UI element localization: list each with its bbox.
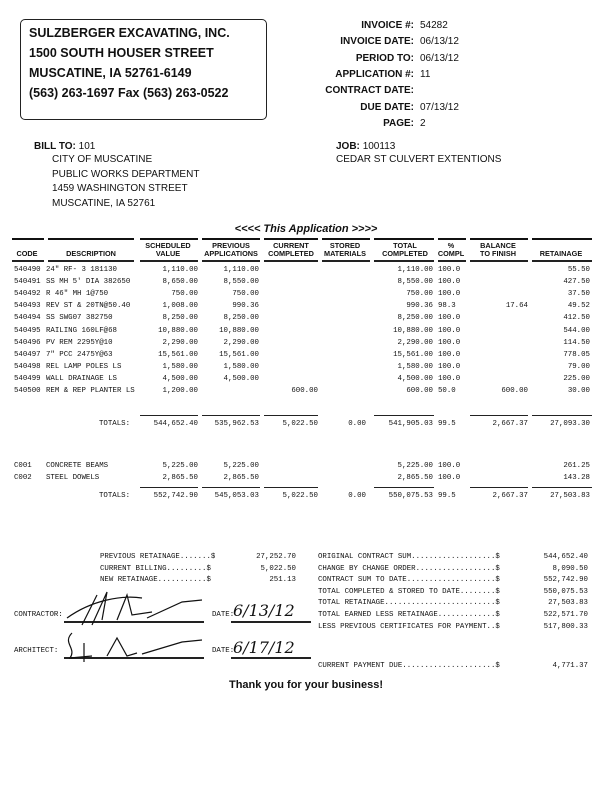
- column-header-6: TOTAL COMPLETED: [382, 241, 428, 258]
- totals-rule: [264, 415, 318, 416]
- table-row-cell: 750.00: [171, 290, 198, 299]
- grand-totals-row-cell: 2,667.37: [492, 492, 528, 500]
- bill-to-id: 101: [78, 141, 96, 152]
- table-row-cell: 1,110.00: [162, 266, 198, 274]
- change-order-row-cell: STEEL DOWELS: [46, 474, 100, 483]
- totals-row-cell: 535,962.53: [214, 420, 259, 428]
- totals-rule: [470, 487, 528, 488]
- table-row-cell: 750.00: [406, 290, 433, 299]
- table-row-cell: 600.00: [501, 387, 528, 395]
- table-row-cell: 15,561.00: [219, 350, 259, 359]
- column-header-5: STORED MATERIALS: [323, 241, 367, 258]
- current-payment-label: CURRENT PAYMENT DUE.....................$: [318, 662, 500, 670]
- table-row-cell: 540500: [14, 387, 41, 395]
- summary-right-value: 522,571.70: [543, 611, 588, 619]
- change-order-row-cell: 100.0: [438, 462, 461, 470]
- table-row-cell: 15,561.00: [393, 350, 433, 359]
- table-row-cell: 600.00: [291, 387, 318, 395]
- change-order-row-cell: 2,865.50: [223, 474, 259, 483]
- meta-label: DUE DATE:: [360, 101, 414, 113]
- totals-rule: [202, 415, 260, 416]
- summary-right-value: 8,090.50: [552, 564, 588, 573]
- column-header-3: PREVIOUS APPLICATIONS: [204, 241, 258, 258]
- totals-rule: [140, 487, 198, 488]
- totals-row-cell: 541,905.03: [388, 420, 433, 428]
- table-row-cell: 100.0: [438, 326, 461, 335]
- table-row-cell: 540496: [14, 338, 41, 347]
- architect-signature: [62, 628, 212, 663]
- summary-right-value: 517,800.33: [543, 622, 588, 631]
- table-row-cell: REL LAMP POLES LS: [46, 362, 122, 371]
- grand-totals-row-cell: 0.00: [348, 492, 366, 500]
- grand-totals-row-cell: 27,503.83: [550, 492, 590, 500]
- table-row-cell: 540492: [14, 290, 41, 299]
- company-address-box: [20, 19, 267, 120]
- column-header-0: CODE: [16, 249, 38, 258]
- table-row-cell: REM & REP PLANTER LS: [46, 387, 135, 395]
- header-rule: [470, 238, 528, 240]
- architect-label: ARCHITECT:: [14, 647, 59, 655]
- summary-right-value: 27,503.83: [548, 599, 588, 608]
- table-row-cell: 7" PCC 2475Y@63: [46, 350, 113, 359]
- architect-date-label: DATE:: [212, 647, 235, 655]
- table-row-cell: 114.50: [563, 338, 590, 347]
- change-order-row-cell: 143.28: [563, 474, 590, 483]
- table-row-cell: 750.00: [232, 290, 259, 299]
- table-row-cell: 1,110.00: [223, 266, 259, 274]
- header-rule: [48, 238, 134, 240]
- summary-left-value: 251.13: [269, 576, 296, 585]
- contractor-label: CONTRACTOR:: [14, 611, 63, 619]
- job: [336, 141, 395, 152]
- table-row-cell: 1,580.00: [223, 362, 259, 371]
- bill-to-line: CITY OF MUSCATINE: [52, 154, 153, 165]
- table-row-cell: 49.52: [567, 302, 590, 311]
- meta-label: INVOICE #:: [361, 20, 414, 31]
- table-row-cell: R 46" MH 1@750: [46, 290, 109, 299]
- totals-rule: [374, 487, 434, 488]
- company-phone: (563) 263-1697 Fax (563) 263-0522: [29, 86, 229, 100]
- totals-row-cell: 5,022.50: [282, 420, 318, 428]
- header-underline: [202, 260, 260, 262]
- meta-value: 07/13/12: [420, 101, 459, 113]
- contractor-signature: [62, 590, 212, 630]
- change-order-row-cell: C001: [14, 462, 32, 470]
- contractor-date-label: DATE:: [212, 611, 235, 619]
- table-row-cell: SS SWG07 382750: [46, 314, 113, 323]
- summary-right-value: 552,742.90: [543, 576, 588, 585]
- totals-row-cell: 2,667.37: [492, 420, 528, 428]
- summary-right-label: ORIGINAL CONTRACT SUM...................$: [318, 553, 500, 561]
- table-row-cell: 100.0: [438, 350, 461, 359]
- summary-right-label: CONTRACT SUM TO DATE....................$: [318, 576, 500, 585]
- grand-totals-row-cell: 550,075.53: [388, 492, 433, 500]
- header-underline: [438, 260, 466, 262]
- table-row-cell: 540491: [14, 278, 41, 287]
- table-row-cell: 1,008.00: [162, 302, 198, 311]
- bill-to: [34, 141, 95, 152]
- table-row-cell: 100.0: [438, 278, 461, 287]
- grand-totals-row-cell: TOTALS:: [98, 492, 130, 500]
- table-row-cell: 4,500.00: [223, 374, 259, 383]
- table-row-cell: 540494: [14, 314, 41, 323]
- change-order-row-cell: 5,225.00: [397, 462, 433, 470]
- totals-rule: [532, 487, 592, 488]
- table-row-cell: 540495: [14, 326, 41, 335]
- header-rule: [202, 238, 260, 240]
- table-row-cell: 990.36: [232, 302, 259, 311]
- change-order-row-cell: 261.25: [563, 462, 590, 470]
- meta-label: APPLICATION #:: [335, 68, 414, 80]
- grand-totals-row-cell: 5,022.50: [282, 492, 318, 500]
- header-underline: [12, 260, 44, 262]
- meta-value: 11: [420, 68, 431, 80]
- bill-to-line: MUSCATINE, IA 52761: [52, 197, 156, 209]
- change-order-row-cell: 2,865.50: [162, 474, 198, 483]
- header-rule: [438, 238, 466, 240]
- summary-left-label: PREVIOUS RETAINAGE.......$: [100, 553, 216, 561]
- header-rule: [322, 238, 370, 240]
- table-row-cell: 540490: [14, 266, 41, 274]
- header-underline: [532, 260, 592, 262]
- bill-to-label: BILL TO:: [34, 141, 76, 152]
- summary-right-label: CHANGE BY CHANGE ORDER..................$: [318, 564, 500, 573]
- header-underline: [322, 260, 370, 262]
- meta-value: 06/13/12: [420, 52, 459, 64]
- table-row-cell: 540499: [14, 374, 41, 383]
- totals-rule: [374, 415, 434, 416]
- table-row-cell: 100.0: [438, 374, 461, 383]
- header-underline: [264, 260, 318, 262]
- meta-value: 54282: [420, 20, 448, 31]
- table-row-cell: 24" RF- 3 181130: [46, 266, 117, 274]
- table-row-cell: 8,250.00: [162, 314, 198, 323]
- totals-row-cell: 544,652.40: [153, 420, 198, 428]
- totals-row-cell: TOTALS:: [98, 420, 130, 428]
- architect-date: 6/17/12: [233, 638, 295, 657]
- company-street: 1500 SOUTH HOUSER STREET: [29, 46, 214, 60]
- change-order-row-cell: C002: [14, 474, 32, 483]
- summary-left-value: 5,022.50: [260, 564, 296, 573]
- table-row-cell: 2,290.00: [223, 338, 259, 347]
- table-row-cell: RAILING 160LF@68: [46, 326, 117, 335]
- table-row-cell: 100.0: [438, 290, 461, 299]
- column-header-1: DESCRIPTION: [66, 249, 116, 258]
- header-underline: [470, 260, 528, 262]
- meta-label: PAGE:: [383, 117, 414, 129]
- table-row-cell: 412.50: [563, 314, 590, 323]
- company-city: MUSCATINE, IA 52761-6149: [29, 66, 192, 80]
- column-header-8: BALANCE TO FINISH: [480, 241, 516, 258]
- table-row-cell: PV REM 2295Y@10: [46, 338, 113, 347]
- summary-right-label: TOTAL RETAINAGE.........................$: [318, 599, 500, 608]
- table-row-cell: 17.64: [505, 302, 528, 311]
- table-row-cell: 8,250.00: [397, 314, 433, 323]
- summary-left-label: NEW RETAINAGE...........$: [100, 576, 211, 585]
- header-rule: [264, 238, 318, 240]
- summary-right-value: 550,075.53: [543, 587, 588, 596]
- grand-totals-row-cell: 552,742.90: [153, 492, 198, 500]
- header-rule: [140, 238, 198, 240]
- table-row-cell: 30.00: [567, 387, 590, 395]
- table-row-cell: 100.0: [438, 266, 461, 274]
- table-row-cell: 544.00: [563, 326, 590, 335]
- table-row-cell: 1,200.00: [162, 387, 198, 395]
- totals-row-cell: 0.00: [348, 420, 366, 428]
- totals-rule: [140, 415, 198, 416]
- totals-rule: [202, 487, 260, 488]
- meta-value: 2: [420, 117, 426, 129]
- table-row-cell: 540498: [14, 362, 41, 371]
- summary-right-label: TOTAL EARNED LESS RETAINAGE.............$: [318, 611, 500, 619]
- table-row-cell: 2,290.00: [162, 338, 198, 347]
- change-order-row-cell: CONCRETE BEAMS: [46, 462, 109, 470]
- meta-value: 06/13/12: [420, 36, 459, 48]
- table-row-cell: 1,580.00: [162, 362, 198, 371]
- header-underline: [48, 260, 134, 262]
- totals-rule: [264, 487, 318, 488]
- column-header-7: % COMPL: [437, 241, 465, 258]
- summary-right-value: 544,652.40: [543, 553, 588, 561]
- table-row-cell: REV ST & 20TN@50.40: [46, 302, 131, 311]
- table-row-cell: 10,880.00: [219, 326, 259, 335]
- table-row-cell: 2,290.00: [397, 338, 433, 347]
- column-header-9: RETAINAGE: [539, 249, 583, 258]
- totals-rule: [470, 415, 528, 416]
- table-row-cell: 8,550.00: [223, 278, 259, 287]
- header-rule: [374, 238, 434, 240]
- table-row-cell: 1,580.00: [397, 362, 433, 371]
- header-underline: [140, 260, 198, 262]
- meta-label: INVOICE DATE:: [340, 36, 414, 48]
- table-row-cell: 1,110.00: [397, 266, 433, 274]
- table-row-cell: 100.0: [438, 362, 461, 371]
- column-header-2: SCHEDULED VALUE: [145, 241, 191, 258]
- company-name: SULZBERGER EXCAVATING, INC.: [29, 26, 230, 40]
- job-label: JOB:: [336, 141, 360, 152]
- table-row-cell: 4,500.00: [162, 374, 198, 383]
- table-row-cell: 8,550.00: [397, 278, 433, 287]
- table-row-cell: 8,650.00: [162, 278, 198, 287]
- table-row-cell: 55.50: [567, 266, 590, 274]
- header-underline: [374, 260, 434, 262]
- change-order-row-cell: 100.0: [438, 474, 461, 483]
- summary-left-label: CURRENT BILLING.........$: [100, 564, 211, 573]
- table-row-cell: 225.00: [563, 374, 590, 383]
- table-row-cell: 15,561.00: [158, 350, 198, 359]
- header-rule: [12, 238, 44, 240]
- totals-row-cell: 27,093.30: [550, 420, 590, 428]
- contractor-date: 6/13/12: [233, 601, 295, 620]
- job-name: CEDAR ST CULVERT EXTENTIONS: [336, 154, 502, 165]
- table-row-cell: 10,880.00: [393, 326, 433, 335]
- table-row-cell: 427.50: [563, 278, 590, 287]
- summary-right-label: LESS PREVIOUS CERTIFICATES FOR PAYMENT..$: [318, 622, 500, 631]
- change-order-row-cell: 5,225.00: [223, 462, 259, 470]
- section-title: <<<< This Application >>>>: [234, 223, 378, 235]
- table-row-cell: 100.0: [438, 338, 461, 347]
- table-row-cell: 540497: [14, 350, 41, 359]
- column-header-4: CURRENT COMPLETED: [268, 241, 314, 258]
- grand-totals-row-cell: 545,053.03: [214, 492, 259, 500]
- summary-right-label: TOTAL COMPLETED & STORED TO DATE........$: [318, 587, 500, 596]
- current-payment-value: 4,771.37: [552, 662, 588, 670]
- table-row-cell: 50.0: [438, 387, 456, 395]
- table-row-cell: WALL DRAINAGE LS: [46, 374, 117, 383]
- header-rule: [532, 238, 592, 240]
- table-row-cell: SS MH 5' DIA 382650: [46, 278, 131, 287]
- table-row-cell: 79.00: [567, 362, 590, 371]
- table-row-cell: 37.50: [567, 290, 590, 299]
- table-row-cell: 600.00: [406, 387, 433, 395]
- table-row-cell: 4,500.00: [397, 374, 433, 383]
- summary-left-value: 27,252.70: [256, 553, 296, 561]
- grand-totals-row-cell: 99.5: [438, 492, 456, 500]
- meta-label: PERIOD TO:: [355, 52, 414, 64]
- bill-to-line: PUBLIC WORKS DEPARTMENT: [52, 168, 200, 180]
- totals-rule: [532, 415, 592, 416]
- table-row-cell: 100.0: [438, 314, 461, 323]
- change-order-row-cell: 2,865.50: [397, 474, 433, 483]
- table-row-cell: 10,880.00: [158, 326, 198, 335]
- table-row-cell: 8,250.00: [223, 314, 259, 323]
- meta-label: CONTRACT DATE:: [325, 85, 414, 97]
- change-order-row-cell: 5,225.00: [162, 462, 198, 470]
- bill-to-line: 1459 WASHINGTON STREET: [52, 183, 188, 194]
- table-row-cell: 990.36: [406, 302, 433, 311]
- thank-you-message: Thank you for your business!: [228, 679, 384, 691]
- job-id: 100113: [362, 141, 396, 152]
- table-row-cell: 778.05: [563, 350, 590, 359]
- table-row-cell: 98.3: [438, 302, 456, 311]
- table-row-cell: 540493: [14, 302, 41, 311]
- totals-row-cell: 99.5: [438, 420, 456, 428]
